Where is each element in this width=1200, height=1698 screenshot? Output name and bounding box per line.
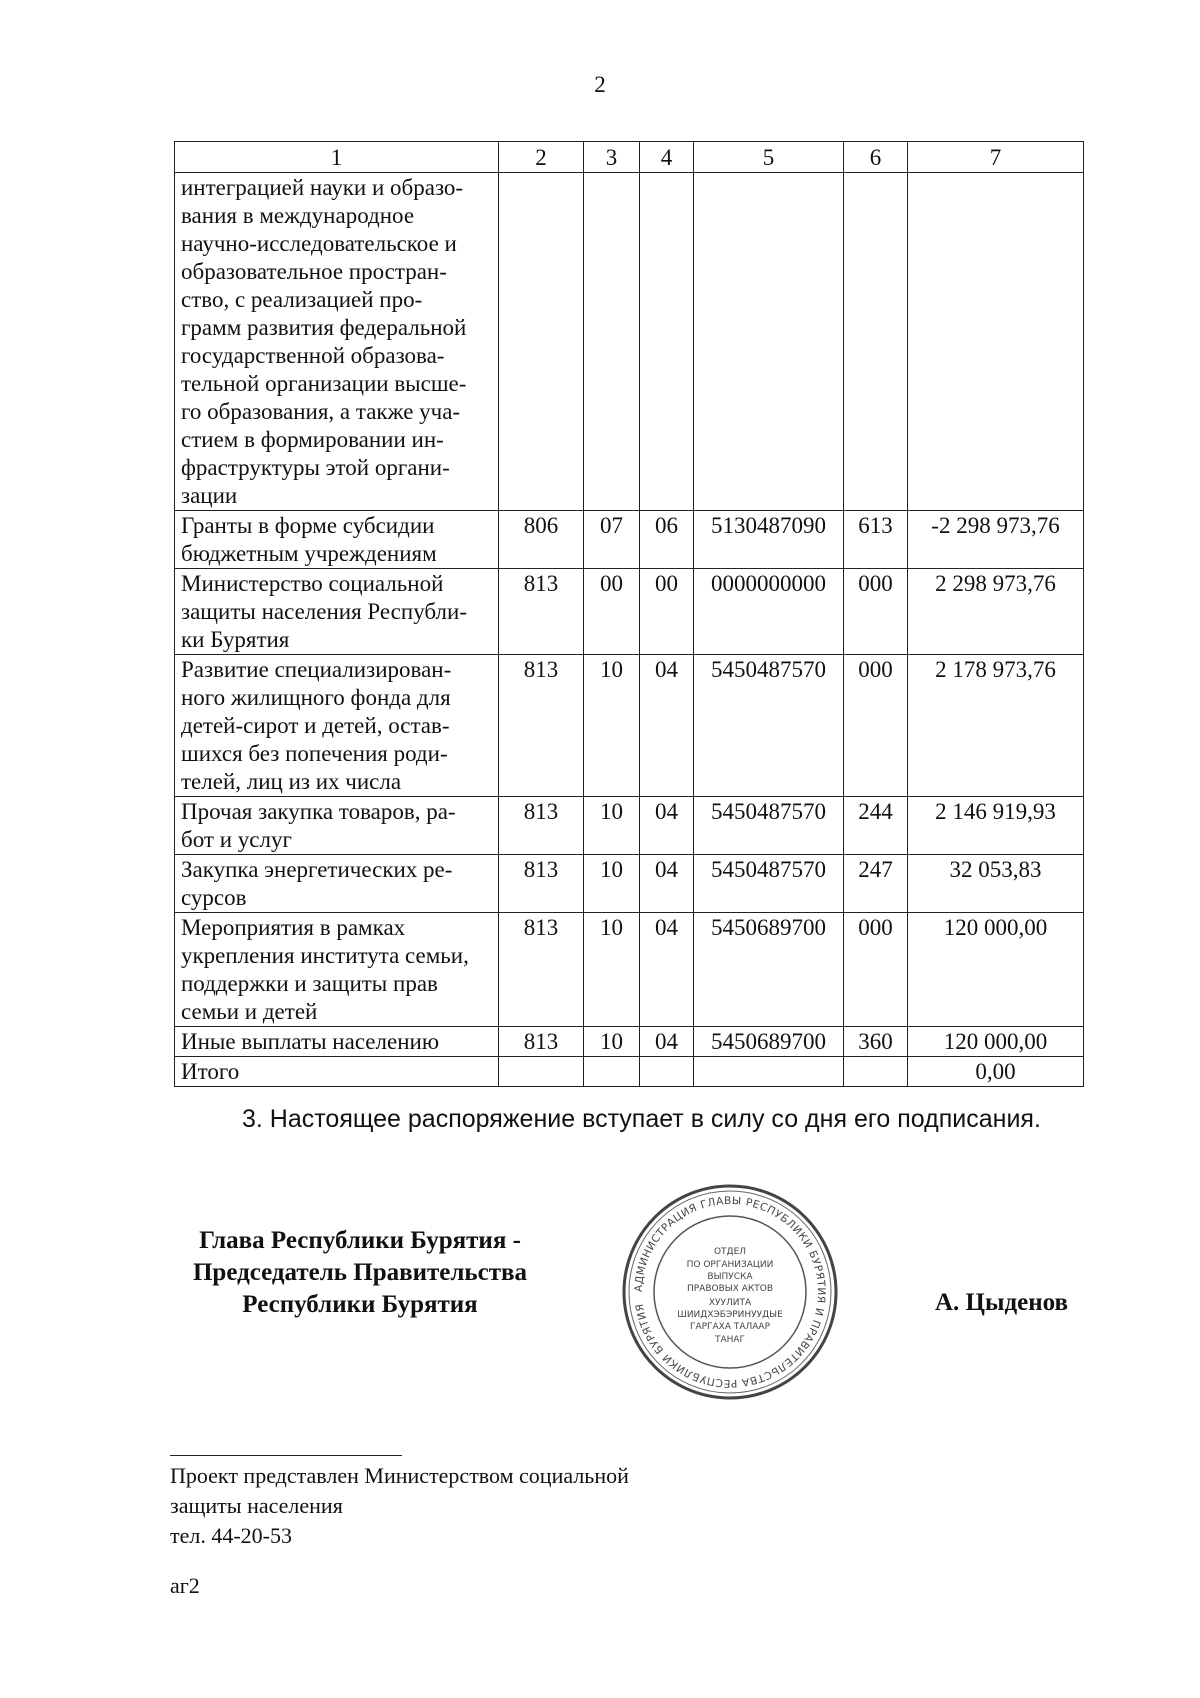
cell-c3: 07 — [584, 511, 640, 569]
cell-c4: 04 — [640, 655, 694, 797]
cell-c2 — [499, 1057, 584, 1087]
cell-c4: 04 — [640, 855, 694, 913]
cell-c6: 244 — [844, 797, 908, 855]
footnote-line: тел. 44-20-53 — [170, 1523, 293, 1548]
signatory-title — [160, 1225, 560, 1321]
cell-c3 — [584, 1057, 640, 1087]
cell-c7: 120 000,00 — [908, 913, 1084, 1027]
cell-c2: 813 — [499, 797, 584, 855]
cell-c3: 10 — [584, 855, 640, 913]
cell-c3: 10 — [584, 913, 640, 1027]
cell-c7: 2 178 973,76 — [908, 655, 1084, 797]
cell-c4 — [640, 1057, 694, 1087]
cell-c6: 000 — [844, 913, 908, 1027]
table-row — [175, 569, 1084, 655]
cell-c3: 00 — [584, 569, 640, 655]
seal-inner-line: ПО ОРГАНИЗАЦИИ — [686, 1260, 774, 1270]
cell-c2: 813 — [499, 1027, 584, 1057]
row-description-line: Прочая закупка товаров, ра- — [181, 799, 456, 824]
row-description-line: го образования, а также уча- — [181, 399, 461, 424]
cell-c5: 5450689700 — [694, 913, 844, 1027]
row-description-line: образовательное простран- — [181, 259, 447, 284]
clause-3: 3. Настоящее распоряжение вступает в силу со дня его подписания. — [242, 1105, 1041, 1133]
row-description-line: стием в формировании ин- — [181, 427, 444, 452]
cell-c3: 10 — [584, 1027, 640, 1057]
cell-c3: 10 — [584, 655, 640, 797]
cell-c2 — [499, 173, 584, 511]
row-description — [175, 855, 499, 913]
budget-table — [174, 141, 1084, 1087]
footnote-line: защиты населения — [170, 1493, 343, 1518]
cell-c6 — [844, 1057, 908, 1087]
footnote-divider — [170, 1455, 402, 1456]
row-description-line: интеграцией науки и образо- — [181, 175, 464, 200]
cell-c4: 04 — [640, 913, 694, 1027]
row-description-line: зации — [181, 483, 238, 508]
official-seal — [620, 1182, 840, 1402]
row-description-line: бот и услуг — [181, 827, 292, 852]
row-description-line: шихся без попечения роди- — [181, 741, 448, 766]
cell-c6: 000 — [844, 569, 908, 655]
cell-c4: 06 — [640, 511, 694, 569]
footnote-line: Проект представлен Министерством социальной — [170, 1463, 629, 1488]
seal-inner-line: ТАНАГ — [714, 1335, 746, 1345]
cell-c7: 2 146 919,93 — [908, 797, 1084, 855]
row-description-line: грамм развития федеральной — [181, 315, 467, 340]
table-row — [175, 797, 1084, 855]
cell-c2: 813 — [499, 569, 584, 655]
row-description-line: Мероприятия в рамках — [181, 915, 406, 940]
row-description-line: фраструктуры этой органи- — [181, 455, 450, 480]
signatory-name: А. Цыденов — [935, 1289, 1069, 1316]
table-row — [175, 511, 1084, 569]
row-description-line: бюджетным учреждениям — [181, 541, 437, 566]
cell-c5 — [694, 1057, 844, 1087]
cell-c4 — [640, 173, 694, 511]
cell-c7: 32 053,83 — [908, 855, 1084, 913]
row-description — [175, 913, 499, 1027]
row-description-line: поддержки и защиты прав — [181, 971, 438, 996]
cell-c3: 10 — [584, 797, 640, 855]
table-row — [175, 655, 1084, 797]
cell-c2: 813 — [499, 913, 584, 1027]
row-description-line: детей-сирот и детей, остав- — [181, 713, 450, 738]
row-description-line: телей, лиц из их числа — [181, 769, 402, 794]
row-description — [175, 1027, 499, 1057]
row-description-line: укрепления института семьи, — [181, 943, 469, 968]
cell-c6: 613 — [844, 511, 908, 569]
row-description-line: защиты населения Республи- — [181, 599, 467, 624]
row-description — [175, 1057, 499, 1087]
cell-c5 — [694, 173, 844, 511]
cell-c2: 813 — [499, 855, 584, 913]
column-header: 3 — [584, 142, 640, 173]
table-header-row — [175, 142, 1084, 173]
seal-inner-line: ОТДЕЛ — [713, 1247, 747, 1257]
cell-c5: 5450487570 — [694, 655, 844, 797]
signatory-title-line: Республики Бурятия — [242, 1291, 478, 1318]
row-description-line: ки Бурятия — [181, 627, 290, 652]
signatory-title-line: Глава Республики Бурятия - — [199, 1227, 521, 1254]
cell-c5: 0000000000 — [694, 569, 844, 655]
seal-inner-line: ШИИДХЭБЭРИНУУДЫЕ — [677, 1310, 783, 1320]
cell-c7: 120 000,00 — [908, 1027, 1084, 1057]
cell-c2: 806 — [499, 511, 584, 569]
seal-inner-line: ВЫПУСКА — [707, 1272, 753, 1282]
row-description-line: Гранты в форме субсидии — [181, 513, 435, 538]
cell-c7: -2 298 973,76 — [908, 511, 1084, 569]
table-row — [175, 1057, 1084, 1087]
seal-outer-text: АДМИНИСТРАЦИЯ ГЛАВЫ РЕСПУБЛИКИ БУРЯТИЯ И ПРАВИТЕЛЬСТВА РЕСПУБЛИКИ БУРЯТИЯ — [632, 1194, 828, 1390]
cell-c5: 5450487570 — [694, 855, 844, 913]
cell-c7: 2 298 973,76 — [908, 569, 1084, 655]
cell-c6 — [844, 173, 908, 511]
row-description-line: Развитие специализирован- — [181, 657, 452, 682]
cell-c6: 247 — [844, 855, 908, 913]
table-row — [175, 855, 1084, 913]
cell-c3 — [584, 173, 640, 511]
cell-c2: 813 — [499, 655, 584, 797]
column-header: 1 — [175, 142, 499, 173]
cell-c6: 360 — [844, 1027, 908, 1057]
footnote — [170, 1461, 629, 1551]
row-description-line: тельной организации высше- — [181, 371, 467, 396]
row-description-line: семьи и детей — [181, 999, 318, 1024]
cell-c4: 00 — [640, 569, 694, 655]
row-description-line: научно-исследовательское и — [181, 231, 457, 256]
column-header: 7 — [908, 142, 1084, 173]
cell-c7: 0,00 — [908, 1057, 1084, 1087]
cell-c5: 5130487090 — [694, 511, 844, 569]
page-number: 2 — [594, 72, 606, 97]
row-description — [175, 655, 499, 797]
signatory-title-line: Председатель Правительства — [192, 1259, 528, 1286]
row-description-line: вания в международное — [181, 203, 415, 228]
column-header: 4 — [640, 142, 694, 173]
seal-inner-line: ГАРГАХА ТАЛААР — [689, 1322, 771, 1332]
row-description — [175, 173, 499, 511]
row-description-line: Иные выплаты населению — [181, 1029, 439, 1054]
row-description-line: государственной образова- — [181, 343, 445, 368]
document-code: аг2 — [170, 1573, 200, 1598]
seal-inner-line: ПРАВОВЫХ АКТОВ — [686, 1284, 774, 1294]
cell-c4: 04 — [640, 797, 694, 855]
column-header: 2 — [499, 142, 584, 173]
row-description-line: сурсов — [181, 885, 247, 910]
cell-c5: 5450689700 — [694, 1027, 844, 1057]
row-description-line: Министерство социальной — [181, 571, 444, 596]
column-header: 6 — [844, 142, 908, 173]
table-row — [175, 173, 1084, 511]
seal-inner-line: ХУУЛИТА — [708, 1298, 752, 1308]
cell-c7 — [908, 173, 1084, 511]
row-description-line: Закупка энергетических ре- — [181, 857, 453, 882]
row-description — [175, 797, 499, 855]
table-row — [175, 1027, 1084, 1057]
cell-c5: 5450487570 — [694, 797, 844, 855]
cell-c4: 04 — [640, 1027, 694, 1057]
table-row — [175, 913, 1084, 1027]
cell-c6: 000 — [844, 655, 908, 797]
row-description — [175, 511, 499, 569]
row-description-line: ного жилищного фонда для — [181, 685, 451, 710]
row-description — [175, 569, 499, 655]
row-description-line: Итого — [181, 1059, 240, 1084]
column-header: 5 — [694, 142, 844, 173]
row-description-line: ство, с реализацией про- — [181, 287, 423, 312]
